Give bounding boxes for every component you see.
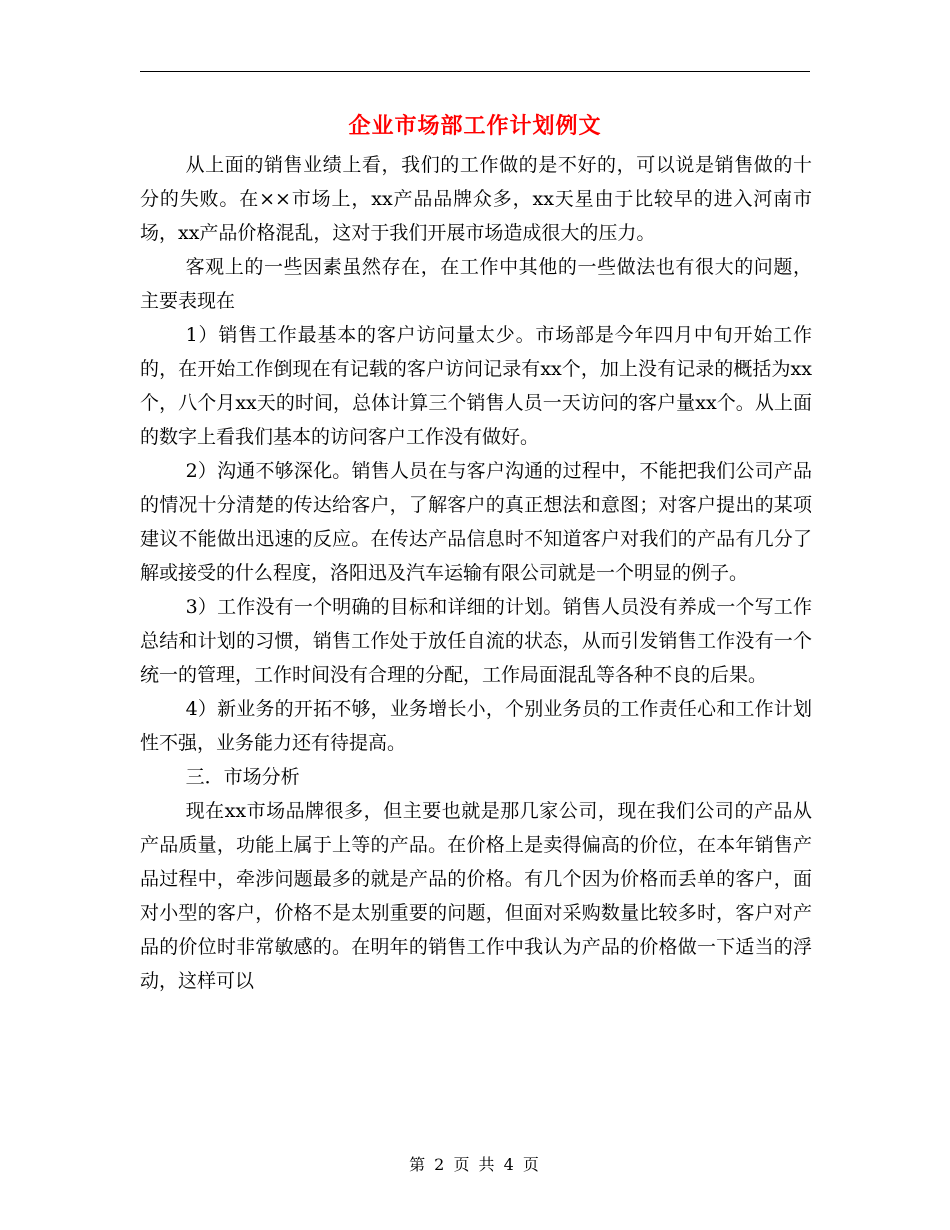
document-title: 企业市场部工作计划例文: [348, 113, 602, 139]
paragraph: 2）沟通不够深化。销售人员在与客户沟通的过程中，不能把我们公司产品的情况十分清楚的传达给客户，了解客户的真正想法和意图；对客户提出的某项建议不能做出迅速的反应。在传达产品信息时不知道客户对我们的产品有几分了解或接受的什么程度，洛阳迅及汽车运输有限公司就是一个明显的例子。: [140, 460, 812, 584]
paragraph: 4）新业务的开拓不够，业务增长小，个别业务员的工作责任心和工作计划性不强，业务能力还有待提高。: [140, 698, 812, 754]
paragraph: 现在xx市场品牌很多，但主要也就是那几家公司，现在我们公司的产品从产品质量，功能上属于上等的产品。在价格上是卖得偏高的价位，在本年销售产品过程中，牵涉问题最多的就是产品的价格。有几个因为价格而丢单的客户，面对小型的客户，价格不是太别重要的问题，但面对采购数量比较多时，客户对产品的价位时非常敏感的。在明年的销售工作中我认为产品的价格做一下适当的浮动，这样可以: [140, 800, 812, 992]
paragraph: 客观上的一些因素虽然存在，在工作中其他的一些做法也有很大的问题，主要表现在: [140, 256, 812, 312]
header-rule: [140, 71, 810, 72]
paragraph: 1）销售工作最基本的客户访问量太少。市场部是今年四月中旬开始工作的，在开始工作倒现在有记载的客户访问记录有xx个，加上没有记录的概括为xx个，八个月xx天的时间，总体计算三个销售人员一天访问的客户量xx个。从上面的数字上看我们基本的访问客户工作没有做好。: [140, 324, 812, 448]
section-heading: 三．市场分析: [185, 766, 300, 788]
document-body: [140, 148, 812, 998]
paragraph: 3）工作没有一个明确的目标和详细的计划。销售人员没有养成一个写工作总结和计划的习惯，销售工作处于放任自流的状态，从而引发销售工作没有一个统一的管理，工作时间没有合理的分配，工作局面混乱等各种不良的后果。: [140, 596, 812, 686]
page-number: 第 2 页 共 4 页: [409, 1155, 541, 1174]
paragraph: 从上面的销售业绩上看，我们的工作做的是不好的，可以说是销售做的十分的失败。在××市场上，xx产品品牌众多，xx天星由于比较早的进入河南市场，xx产品价格混乱，这对于我们开展市场造成很大的压力。: [140, 154, 812, 244]
